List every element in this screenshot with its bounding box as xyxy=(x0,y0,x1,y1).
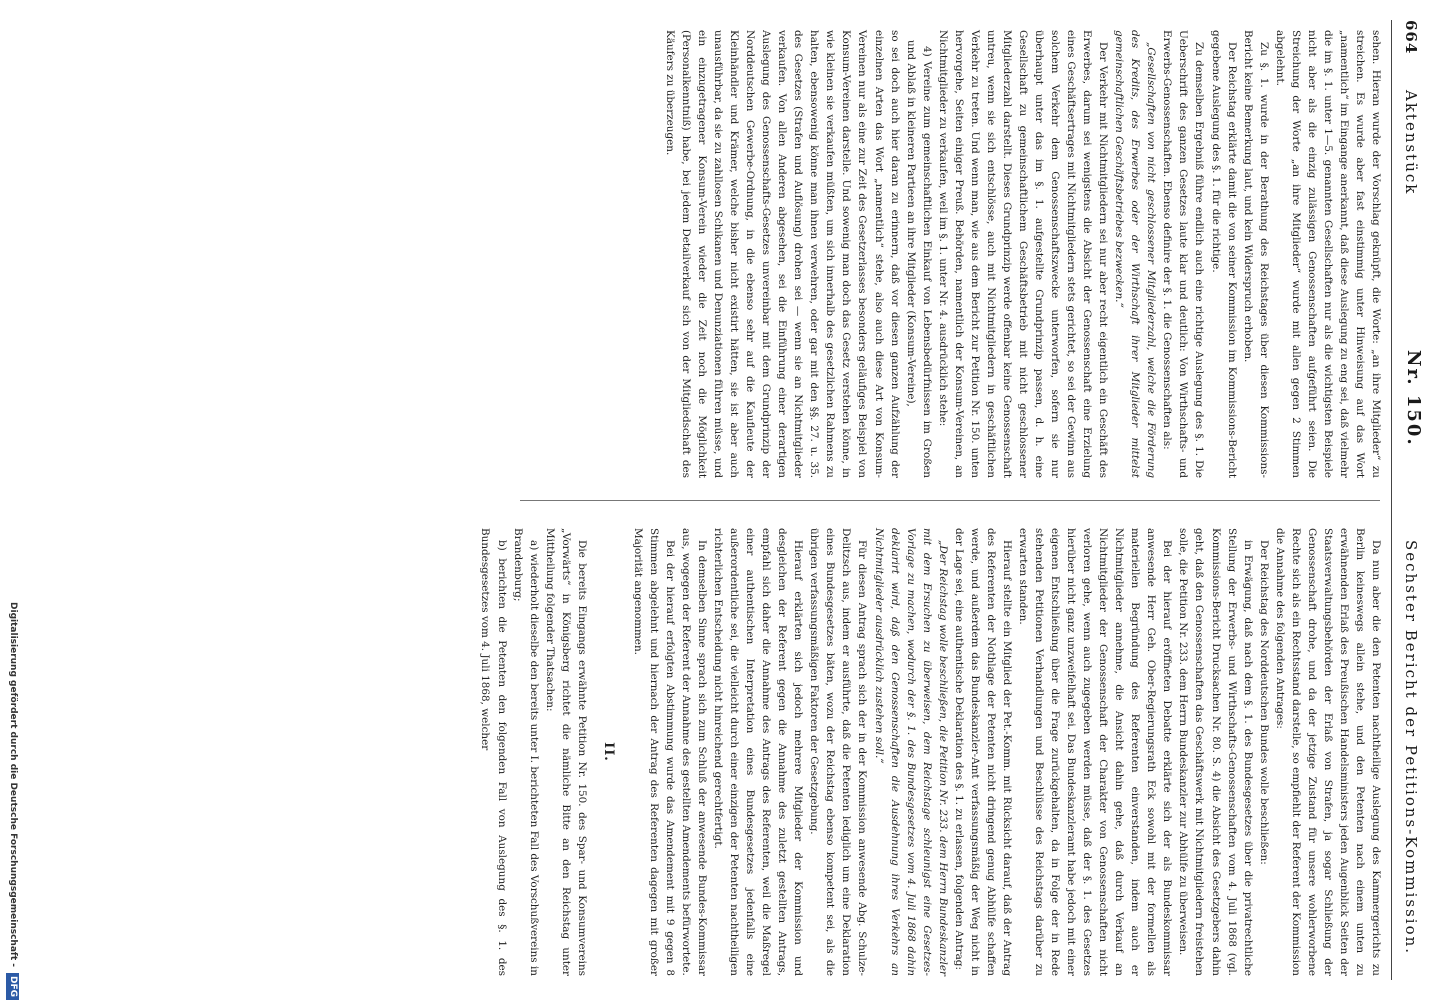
right-column-paragraph: Die bereits Eingangs erwähnte Petition Nr. 150. des Spar- und Konsumvereins „Vorwärts“ in Königsberg richtet die nämliche Bitte an den Reichstag unter Mittheilung folgender Thatsachen: xyxy=(543,528,588,976)
digitization-credit-text: Digitalisierung gefördert durch die Deutsche Forschungsgemeinschaft - xyxy=(8,602,18,967)
left-column-paragraph: Der Reichstag erklärte damit die von seiner Kommission im Kommissions-Bericht gegebene Auslegung des §. 1. für die richtige. xyxy=(1209,30,1238,478)
header-document-number: Nr. 150. xyxy=(1403,350,1424,447)
right-column-paragraph: Für diesen Antrag sprach sich der in der Kommission anwesende Abg. Schulze-Delitzsch aus, indem er ausführte, daß die Petenten lediglich um eine Deklaration eines Bundesgesetzes bäten, wozu der Reichstag ebenso kompetent sei, als die übrigen verfassungsmäßigen Faktoren der Gesetzgebung. xyxy=(808,528,869,976)
right-column-paragraph: Hierauf erklärten sich jedoch mehrere Mitglieder der Kommission und desgleichen der Referent gegen die Annahme des zuletzt gestellten Antrags, empfahl sich daher die Annahme des Antrags des Referenten, weil die Maßregel einer authentischen Interpretation eines Bundesgesetzes jedenfalls eine außerordentliche sei, die vielleicht durch einer einzigen der Petenten nachtheiligen richterlichen Entscheidung nicht hinreichend gerechtfertigt. xyxy=(712,528,805,976)
left-column xyxy=(514,30,1384,478)
running-header xyxy=(1394,20,1424,980)
right-column-paragraph: Bei der hierauf eröffneten Debatte erklärte sich der als Bundeskommissar anwesende Herr Geh. Ober-Regierungsrath Eck sowohl mit der formellen als materiellen Begründung des Referenten einverstanden, indem auch er Nichtmitglieder annehme, die Ansicht dahin gehe, daß durch Verkauf an Nichtmitglieder der Genossenschaft der Charakter von Genossenschaften nicht verloren gehe, wenn auch zugegeben werden müsse, daß der §. 1. des Gesetzes hierüber nicht ganz unzweifelhaft sei. Das Bundeskanzleramt habe jedoch mit einer eigenen Entschließung über die Frage zurückgehalten, da in Folge der in Rede stehenden Petitionen Verhandlungen und Beschlüsse des Reichstags darüber zu erwarten standen. xyxy=(1016,528,1174,976)
right-column xyxy=(479,528,1384,976)
left-column-paragraph: so sei doch auch hier daran zu erinnern, daß vor diesen ganzen Aufzählung der einzelnen Arten das Wort „namentlich“ stehe, also auch diese Art von Konsum-Vereinen nur als eine zur Zeit des Gesetzerlasses besonders geläufiges Beispiel von Konsum-Vereinen darstelle. Und sowenig man doch das Gesetz verstehen könne, in wie kleinen sie verkaufen müßten, um sich innerhalb des gesetzlichen Rahmens zu halten, ebensowenig könne man ihnen verwehren, oder gar mit den §§. 27. u. 35. des Gesetzes (Strafen und Auflösung) drohen sei — wenn sie an Nichtmitglieder verkaufen. Von allen Anderen abgesehen, sei die Einführung einer derartigen Auslegung des Genossenschafts-Gesetzes unvereinbar mit dem Grundprinzip der Norddeutschen Gewerbe-Ordnung, in die ebenso sehr auf die Kaufleute der Kleinhändler und Krämer, welche bisher nicht existirt hätten, sie ist aber auch unausführbar, da sie zu zahllosen Schikanen und Denunziationen führen müsse, und ein einzugetragener Konsum-Verein wieder die Zeit noch die Möglichkeit (Personalkenntniß) habe, bei jedem Detailverkauf sich von der Mitgliedschaft des Käufers zu überzeugen. xyxy=(663,30,901,478)
left-column-paragraph: Der Verkehr mit Nichtmitgliedern sei nur aber recht eigentlich ein Geschäft des Erwerbes, darum sei wenigstens die Absicht der Genossenschaft eine Erzielung eines Geschäftsertrages mit Nichtmitgliedern stets gerichtet, so sei der Gewinn aus solchem Verkehr dem Genossenschaftszwecke unterworfen, sofern sie nur überhaupt unter das im §. 1. aufgestellte Grundprinzip passen, d. h. eine Gesellschaft zu gemeinschaftlichem Geschäftsbetrieb mit nicht geschlossener Mitgliederzahl darstellt. Dieses Grundprinzip werde offenbar keine Genossenschaft untreu, wenn sie sich entschlösse, auch mit Nichtmitgliedern in geschäftlichen Verkehr zu treten. Und wenn man, wie aus dem Bericht zur Petition Nr. 150. unten hervorgehe, Seiten einiger Preuß. Behörden, namentlich der Konsum-Vereinen, an Nichtmitglieder zu verkaufen, weil im §. 1. unter Nr. 4. ausdrücklich stehe: xyxy=(936,30,1110,478)
dfg-logo: DFG xyxy=(7,973,20,1000)
right-column-paragraph: Bei der hierauf erfolgten Abstimmung wurde das Amendement mit 9 gegen 8 Stimmen abgelehnt und hiernach der Antrag des Referenten dagegen mit großer Majorität angenommen. xyxy=(631,528,676,976)
right-column-paragraph: in Erwägung, daß nach dem §. 1. des Bundesgesetzes über die privatrechtliche Stellung der Erwerbs- und Wirthschafts-Genossenschaften vom 4. Juli 1868 (vgl. Kommissions-Bericht Drucksachen Nr. 80. S. 4) die Absicht des Gesetzgebers dahin geht, daß den Genossenschaften das Geschäftswerk mit Nichtmitgliedern freistehen solle, die Petition Nr. 233. dem Herrn Bundeskanzler zur Abhülfe zu überweisen. xyxy=(1177,528,1254,976)
left-column-paragraph: Zu demselben Ergebniß führe endlich auch eine richtige Auslegung des §. 1. Die Ueberschrift des ganzen Gesetzes laute klar und deutlich: Von Wirthschafts- und Erwerbs-Genossenschaften. Ebenso definire der §. 1. die Genossenschaften als: xyxy=(1161,30,1206,478)
right-column-paragraph: Hierauf stellte ein Mitglied der Pet.-Komm. mit Rücksicht darauf, daß der Antrag des Referenten der Nothlage der Petenten nicht dringend genug Abhülfe schaffen werde, und außerdem das Bundeskanzler-Amt verfassungsmäßig der Weg nicht in der Lage sei, eine authentische Deklaration des §. 1. zu erlassen, folgenden Antrag: xyxy=(952,528,1013,976)
right-column-paragraph: Da nun aber die den Petenten nachtheilige Auslegung des Kammergerichts zu Berlin keineswegs allein stehe, und den Petenten nach einem unten zu erwähnenden Erlaß des Preußischen Handelsministers jeden Augenblick Seiten der Staatsverwaltungsbehörden der Erlaß von Strafen, ja sogar Schließung der Genossenschaft drohe, und da der jetzige Zustand für unsere wohlerworbene Rechte sich als ein Rechtsstand darstelle, so empfiehlt der Referent der Kommission die Annahme des folgenden Antrages: xyxy=(1273,528,1382,976)
header-left: Aktenstück xyxy=(1402,90,1420,196)
digitization-credit xyxy=(4,0,22,1000)
column-divider xyxy=(520,500,1380,501)
left-column-paragraph: sehen. Hieran wurde der Vorschlag geknüpft, die Worte: „an ihre Mitglieder“ zu streichen. Es wurde aber fast einstimmig unter Hinweisung auf das Wort „namentlich“ im Eingange anerkannt, daß diese Auslegung zu eng sei, daß vielmehr die im §. 1. unter 1—5. genannten Gesellschaften nur als die wichtigsten Beispiele nicht aber als die einzig zulässigen Genossenschaften aufgeführt seien. Die Streichung der Worte „an ihre Mitglieder“ wurde mit allen gegen 2 Stimmen abgelehnt. xyxy=(1273,30,1382,478)
left-column-paragraph: Zu §. 1. wurde in der Berathung des Reichstages über diesen Kommissions-Bericht keine Bemerkung laut, und kein Widerspruch erhoben. xyxy=(1241,30,1270,478)
header-rule xyxy=(1391,20,1392,980)
right-column-section-heading: II. xyxy=(600,742,616,762)
right-column-paragraph: b) berichten die Petenten den folgenden Fall von Auslegung des §. 1. des Bundesgesetzes vom 4. Juli 1868, welcher xyxy=(479,528,508,976)
right-column-paragraph: a) wiederholt dieselbe den bereits unter I. berichteten Fall des Vorschußvereins in Brandenburg; xyxy=(511,528,540,976)
right-column-paragraph: „Der Reichstag wolle beschließen, die Petition Nr. 233. dem Herrn Bundeskanzler mit dem Ersuchen zu überweisen, dem Reichstage schleunigst eine Gesetzes-Vorlage zu machen, wodurch der §. 1. des Bundesgesetzes vom 4. Juli 1868 dahin deklarirt wird, daß den Genossenschaften die Ausdehnung ihres Verkehrs an Nichtmitglieder ausdrücklich zustehen soll.“ xyxy=(872,528,949,976)
left-column-paragraph: „Gesellschaften von nicht geschlossener Mitgliederzahl, welche die Förderung des Kredits, des Erwerbes oder der Wirthschaft ihrer Mitglieder mittelst gemeinschaftlichen Geschäftsbetriebes bezwecken.“ xyxy=(1113,30,1158,478)
left-column-paragraph: 4) Vereine zum gemeinschaftlichen Einkauf von Lebensbedürfnissen im Großen und Ablaß in kleineren Partieen an ihre Mitglieder (Konsum-Vereine), xyxy=(904,40,933,478)
page-number: 664 xyxy=(1402,20,1420,55)
right-column-paragraph: In demselben Sinne sprach sich zum Schluß der anwesende Bundes-Kommissar aus, wogegen der Referent der Annahme des gestellten Amendements befürwortete. xyxy=(679,528,709,976)
right-column-paragraph: Der Reichstag des Norddeutschen Bundes wolle beschließen: xyxy=(1257,540,1270,865)
header-report-title: Sechster Bericht der Petitions-Kommission. xyxy=(1402,540,1420,956)
